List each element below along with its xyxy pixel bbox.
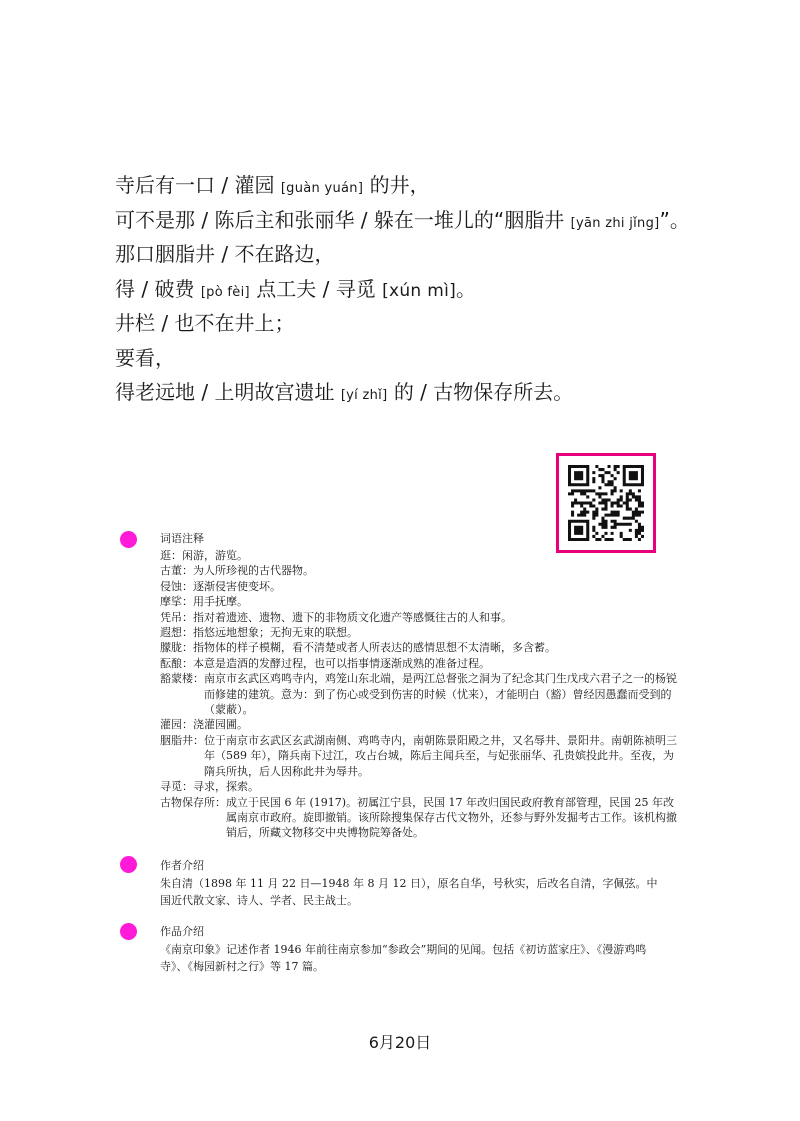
author-title: 作者介绍: [160, 859, 204, 872]
glossary-entry: [160, 610, 680, 625]
pinyin-annotation: [yān zhi jǐng]: [570, 215, 660, 231]
glossary-term: 酝酿：: [160, 656, 193, 670]
poem-text: 得老远地 / 上明故宫遗址: [115, 380, 341, 404]
glossary-term: 侵蚀：: [160, 579, 193, 593]
work-title: 作品介绍: [160, 925, 204, 938]
poem-line: [115, 272, 755, 307]
glossary-definition: 位于南京市玄武区玄武湖南侧、鸡鸣寺内，南朝陈景阳殿之井，又名辱井、景阳井。南朝陈祯明三年（589 年），隋兵南下过江，攻占台城，陈后主闻兵至，与妃张丽华、孔贵嫔投此井。至夜，为隋兵所执，后人因称此井为辱井。: [204, 733, 677, 778]
poem-text: 可不是那 / 陈后主和张丽华 / 躲在一堆儿的“胭脂井: [115, 207, 571, 232]
author-section: [160, 857, 665, 909]
poem-text: 井栏 / 也不在井上；: [115, 311, 295, 335]
glossary-definition: 成立于民国 6 年 (1917)。初属江宁县，民国 17 年改归国民政府教育部管理，民国 25 年改属南京市政府。旋即撤销。该所除搜集保存古代文物外，还参与野外发掘考古工作。该机构撤销后，所藏文物移交中央博物院筹备处。: [226, 795, 677, 840]
bullet-dot: [120, 856, 137, 873]
poem-passage: [115, 168, 755, 410]
poem-text: 得 / 破费: [115, 276, 201, 301]
poem-text: 要看，: [115, 345, 175, 370]
glossary-entry: [160, 656, 680, 671]
glossary-entry: [160, 594, 680, 609]
glossary-definition: 南京市玄武区鸡鸣寺内，鸡笼山东北端，是两江总督张之洞为了纪念其门生戊戌六君子之一的杨锐而修建的建筑。意为：到了伤心或受到伤害的时候（忧来），才能明白（豁）曾经因愚蠢而受到的（蒙蔽）。: [204, 672, 677, 717]
poem-text: ”。: [659, 207, 690, 232]
glossary-term: 遐想：: [160, 626, 193, 640]
glossary-term: 凭吊：: [160, 610, 193, 624]
glossary-term: 灌园：: [160, 718, 193, 732]
pinyin-annotation: [xún mì]: [382, 280, 457, 301]
poem-line: [115, 168, 755, 203]
author-text: 朱自清（1898 年 11 月 22 日—1948 年 8 月 12 日），原名自华，号秋实，后改名自清，字佩弦。中国近代散文家、诗人、学者、民主战士。: [160, 877, 658, 907]
glossary-entry: [160, 640, 680, 655]
glossary-definition: 闲游，游览。: [182, 549, 248, 562]
glossary-section: [160, 530, 680, 841]
poem-text: 。: [456, 276, 477, 301]
glossary-definition: 指对着遗迹、遗物、遗下的非物质文化遗产等感慨往古的人和事。: [193, 610, 512, 624]
bullet-dot: [120, 923, 137, 940]
pinyin-annotation: [yí zhǐ]: [340, 388, 388, 403]
glossary-entry: [160, 717, 680, 732]
poem-line: [115, 341, 755, 376]
glossary-term: 摩挲：: [160, 595, 193, 609]
work-section: [160, 923, 665, 975]
poem-text: 的井，: [363, 173, 430, 197]
glossary-term: 古物保存所：: [160, 795, 226, 809]
glossary-term: 逛：: [160, 549, 182, 562]
glossary-definition: 逐渐侵害使变坏。: [193, 579, 281, 593]
poem-text: 的 / 古物保存所去。: [387, 380, 574, 404]
glossary-entry: [160, 625, 680, 640]
page-date: 6月20日: [368, 1033, 432, 1052]
glossary-entry: [160, 671, 680, 717]
glossary-definition: 本意是造酒的发酵过程，也可以指事情逐渐成熟的准备过程。: [193, 656, 490, 670]
glossary-list: [160, 548, 680, 841]
glossary-definition: 为人所珍视的古代器物。: [193, 564, 314, 578]
glossary-term: 寻觅：: [160, 780, 193, 794]
bullet-dot: [120, 531, 137, 548]
glossary-entry: [160, 548, 680, 563]
poem-text: 点工夫 / 寻觅: [249, 276, 383, 301]
pinyin-annotation: [pò fèi]: [200, 284, 250, 300]
glossary-definition: 指悠远地想象；无拘无束的联想。: [193, 626, 358, 640]
glossary-entry: [160, 563, 680, 578]
glossary-definition: 寻求，探索。: [193, 780, 259, 794]
glossary-definition: 浇灌园圃。: [193, 718, 248, 732]
glossary-entry: [160, 579, 680, 594]
glossary-definition: 用手抚摩。: [193, 595, 248, 609]
glossary-term: 古董：: [160, 564, 193, 578]
glossary-entry: [160, 733, 680, 779]
poem-line: [115, 306, 755, 341]
glossary-entry: [160, 779, 680, 794]
poem-line: [115, 237, 755, 272]
glossary-entry: [160, 795, 680, 841]
poem-line: [115, 203, 755, 238]
pinyin-annotation: [guàn yuán]: [280, 181, 364, 196]
glossary-term: 朦胧：: [160, 641, 193, 655]
work-text: 《南京印象》记述作者 1946 年前往南京参加“参政会”期间的见闻。包括《初访蓝家庄》、《漫游鸡鸣寺》、《梅园新村之行》等 17 篇。: [160, 943, 647, 973]
poem-text: 寺后有一口 / 灌园: [115, 173, 281, 197]
glossary-term: 豁蒙楼：: [160, 672, 204, 686]
glossary-title: 词语注释: [160, 532, 204, 545]
poem-line: [115, 375, 755, 410]
poem-text: 那口胭脂井 / 不在路边，: [115, 242, 335, 266]
glossary-term: 胭脂井：: [160, 733, 204, 747]
glossary-definition: 指物体的样子模糊，看不清楚或者人所表达的感情思想不太清晰，多含蓄。: [193, 641, 556, 655]
